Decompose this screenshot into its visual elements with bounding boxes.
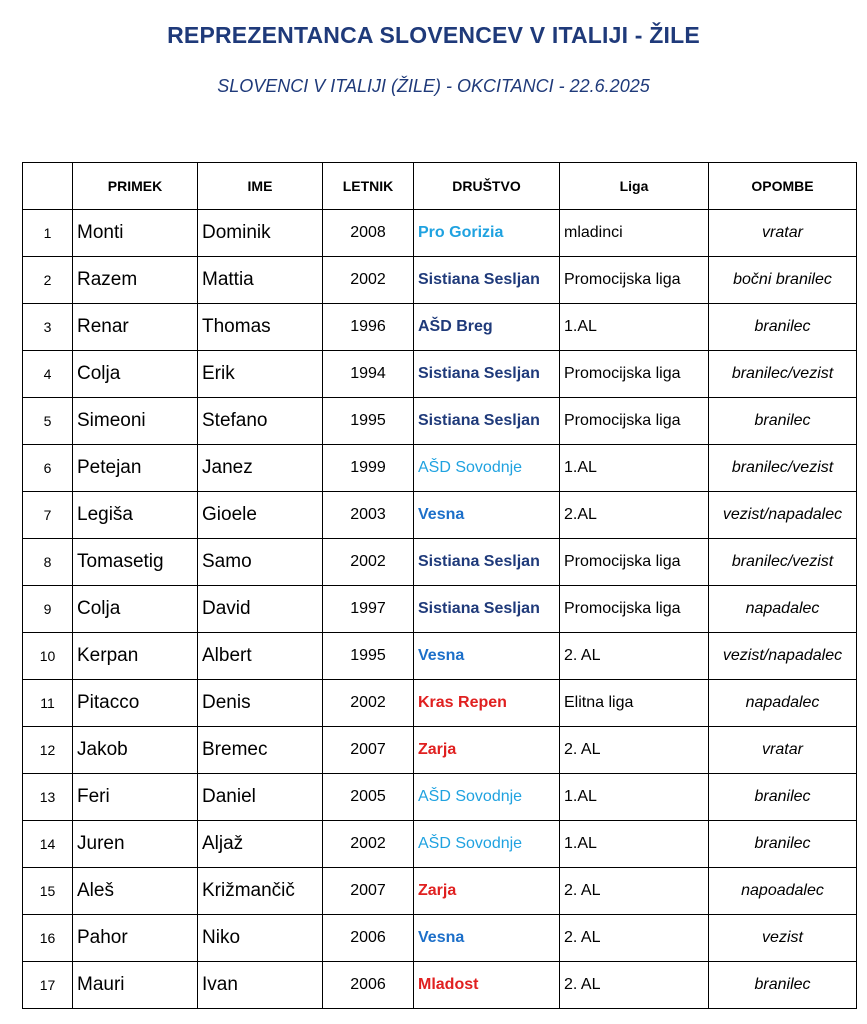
club-name: AŠD Sovodnje (418, 459, 523, 476)
birth-year-cell: 2006 (323, 962, 414, 1009)
league-cell: Elitna liga (560, 680, 709, 727)
league-cell: Promocijska liga (560, 539, 709, 586)
birth-year-cell: 2005 (323, 774, 414, 821)
table-row (23, 492, 857, 539)
club-name: Zarja (418, 741, 457, 758)
league-cell: 2.AL (560, 492, 709, 539)
table-row (23, 727, 857, 774)
position-note-cell: branilec (709, 962, 857, 1009)
table-row (23, 257, 857, 304)
league-cell: 2. AL (560, 868, 709, 915)
league-cell: Promocijska liga (560, 257, 709, 304)
row-number: 14 (23, 821, 73, 868)
row-number: 8 (23, 539, 73, 586)
row-number: 5 (23, 398, 73, 445)
row-number: 2 (23, 257, 73, 304)
surname-cell: Colja (73, 586, 198, 633)
surname-cell: Razem (73, 257, 198, 304)
row-number: 13 (23, 774, 73, 821)
league-cell: Promocijska liga (560, 398, 709, 445)
club-cell (414, 680, 560, 727)
table-row (23, 398, 857, 445)
club-cell (414, 962, 560, 1009)
first-name-cell: Janez (198, 445, 323, 492)
club-name: AŠD Breg (418, 318, 493, 335)
club-name: Kras Repen (418, 694, 507, 711)
club-name: AŠD Sovodnje (418, 835, 523, 852)
first-name-cell: Aljaž (198, 821, 323, 868)
league-cell: 1.AL (560, 445, 709, 492)
birth-year-cell: 1994 (323, 351, 414, 398)
birth-year-cell: 2008 (323, 210, 414, 257)
row-number: 15 (23, 868, 73, 915)
table-row (23, 539, 857, 586)
club-name: Mladost (418, 976, 479, 993)
first-name-cell: Bremec (198, 727, 323, 774)
club-name: Zarja (418, 882, 457, 899)
surname-cell: Colja (73, 351, 198, 398)
header-num (23, 163, 73, 210)
table-row (23, 210, 857, 257)
first-name-cell: Thomas (198, 304, 323, 351)
roster-body (23, 210, 857, 1009)
birth-year-cell: 2002 (323, 821, 414, 868)
table-row (23, 680, 857, 727)
league-cell: Promocijska liga (560, 351, 709, 398)
club-name: Sistiana Sesljan (418, 365, 540, 382)
row-number: 10 (23, 633, 73, 680)
surname-cell: Simeoni (73, 398, 198, 445)
club-cell (414, 492, 560, 539)
first-name-cell: Stefano (198, 398, 323, 445)
league-cell: 1.AL (560, 304, 709, 351)
header-drustvo: DRUŠTVO (414, 163, 560, 210)
table-row (23, 445, 857, 492)
position-note-cell: vezist/napadalec (709, 633, 857, 680)
club-name: Vesna (418, 647, 465, 664)
position-note-cell: branilec (709, 774, 857, 821)
surname-cell: Renar (73, 304, 198, 351)
club-cell (414, 257, 560, 304)
club-cell (414, 539, 560, 586)
birth-year-cell: 1995 (323, 398, 414, 445)
club-cell (414, 727, 560, 774)
first-name-cell: Dominik (198, 210, 323, 257)
club-name: Vesna (418, 929, 465, 946)
club-cell (414, 586, 560, 633)
table-row (23, 915, 857, 962)
club-cell (414, 821, 560, 868)
row-number: 3 (23, 304, 73, 351)
first-name-cell: David (198, 586, 323, 633)
club-cell (414, 210, 560, 257)
row-number: 6 (23, 445, 73, 492)
surname-cell: Pahor (73, 915, 198, 962)
header-letnik: LETNIK (323, 163, 414, 210)
table-row (23, 633, 857, 680)
club-cell (414, 351, 560, 398)
surname-cell: Mauri (73, 962, 198, 1009)
first-name-cell: Križmančič (198, 868, 323, 915)
birth-year-cell: 2006 (323, 915, 414, 962)
table-row (23, 962, 857, 1009)
position-note-cell: branilec/vezist (709, 539, 857, 586)
row-number: 12 (23, 727, 73, 774)
table-row (23, 868, 857, 915)
first-name-cell: Albert (198, 633, 323, 680)
club-name: Vesna (418, 506, 465, 523)
league-cell: 2. AL (560, 915, 709, 962)
league-cell: 1.AL (560, 774, 709, 821)
position-note-cell: vratar (709, 727, 857, 774)
surname-cell: Monti (73, 210, 198, 257)
table-row (23, 351, 857, 398)
club-name: Sistiana Sesljan (418, 600, 540, 617)
position-note-cell: branilec/vezist (709, 445, 857, 492)
row-number: 1 (23, 210, 73, 257)
club-cell (414, 633, 560, 680)
header-primek: PRIMEK (73, 163, 198, 210)
position-note-cell: branilec (709, 304, 857, 351)
table-row (23, 821, 857, 868)
row-number: 7 (23, 492, 73, 539)
table-header-row (23, 163, 857, 210)
row-number: 9 (23, 586, 73, 633)
position-note-cell: vezist/napadalec (709, 492, 857, 539)
birth-year-cell: 1995 (323, 633, 414, 680)
birth-year-cell: 2007 (323, 727, 414, 774)
page-title: REPREZENTANCA SLOVENCEV V ITALIJI - ŽILE (167, 22, 700, 48)
league-cell: Promocijska liga (560, 586, 709, 633)
first-name-cell: Mattia (198, 257, 323, 304)
club-name: Pro Gorizia (418, 224, 504, 241)
league-cell: 2. AL (560, 633, 709, 680)
row-number: 4 (23, 351, 73, 398)
position-note-cell: napoadalec (709, 868, 857, 915)
club-cell (414, 774, 560, 821)
club-cell (414, 304, 560, 351)
club-name: Sistiana Sesljan (418, 271, 540, 288)
club-name: Sistiana Sesljan (418, 553, 540, 570)
surname-cell: Juren (73, 821, 198, 868)
birth-year-cell: 1996 (323, 304, 414, 351)
table-row (23, 774, 857, 821)
row-number: 11 (23, 680, 73, 727)
league-cell: 1.AL (560, 821, 709, 868)
first-name-cell: Gioele (198, 492, 323, 539)
position-note-cell: bočni branilec (709, 257, 857, 304)
birth-year-cell: 1999 (323, 445, 414, 492)
surname-cell: Feri (73, 774, 198, 821)
surname-cell: Aleš (73, 868, 198, 915)
row-number: 16 (23, 915, 73, 962)
position-note-cell: vratar (709, 210, 857, 257)
birth-year-cell: 2002 (323, 257, 414, 304)
surname-cell: Jakob (73, 727, 198, 774)
club-cell (414, 868, 560, 915)
header-opombe: OPOMBE (709, 163, 857, 210)
surname-cell: Petejan (73, 445, 198, 492)
birth-year-cell: 2007 (323, 868, 414, 915)
position-note-cell: napadalec (709, 680, 857, 727)
first-name-cell: Erik (198, 351, 323, 398)
birth-year-cell: 1997 (323, 586, 414, 633)
first-name-cell: Ivan (198, 962, 323, 1009)
roster-table (22, 162, 857, 1009)
match-subtitle: SLOVENCI V ITALIJI (ŽILE) - OKCITANCI - 22.6.2025 (217, 76, 650, 96)
header-ime: IME (198, 163, 323, 210)
surname-cell: Tomasetig (73, 539, 198, 586)
league-cell: 2. AL (560, 727, 709, 774)
surname-cell: Legiša (73, 492, 198, 539)
club-cell (414, 915, 560, 962)
position-note-cell: vezist (709, 915, 857, 962)
surname-cell: Pitacco (73, 680, 198, 727)
position-note-cell: branilec (709, 821, 857, 868)
first-name-cell: Niko (198, 915, 323, 962)
position-note-cell: napadalec (709, 586, 857, 633)
header-liga: Liga (560, 163, 709, 210)
league-cell: mladinci (560, 210, 709, 257)
club-cell (414, 398, 560, 445)
position-note-cell: branilec/vezist (709, 351, 857, 398)
birth-year-cell: 2002 (323, 539, 414, 586)
table-row (23, 586, 857, 633)
table-row (23, 304, 857, 351)
birth-year-cell: 2003 (323, 492, 414, 539)
club-cell (414, 445, 560, 492)
league-cell: 2. AL (560, 962, 709, 1009)
position-note-cell: branilec (709, 398, 857, 445)
first-name-cell: Denis (198, 680, 323, 727)
birth-year-cell: 2002 (323, 680, 414, 727)
row-number: 17 (23, 962, 73, 1009)
club-name: Sistiana Sesljan (418, 412, 540, 429)
first-name-cell: Daniel (198, 774, 323, 821)
surname-cell: Kerpan (73, 633, 198, 680)
first-name-cell: Samo (198, 539, 323, 586)
club-name: AŠD Sovodnje (418, 788, 523, 805)
